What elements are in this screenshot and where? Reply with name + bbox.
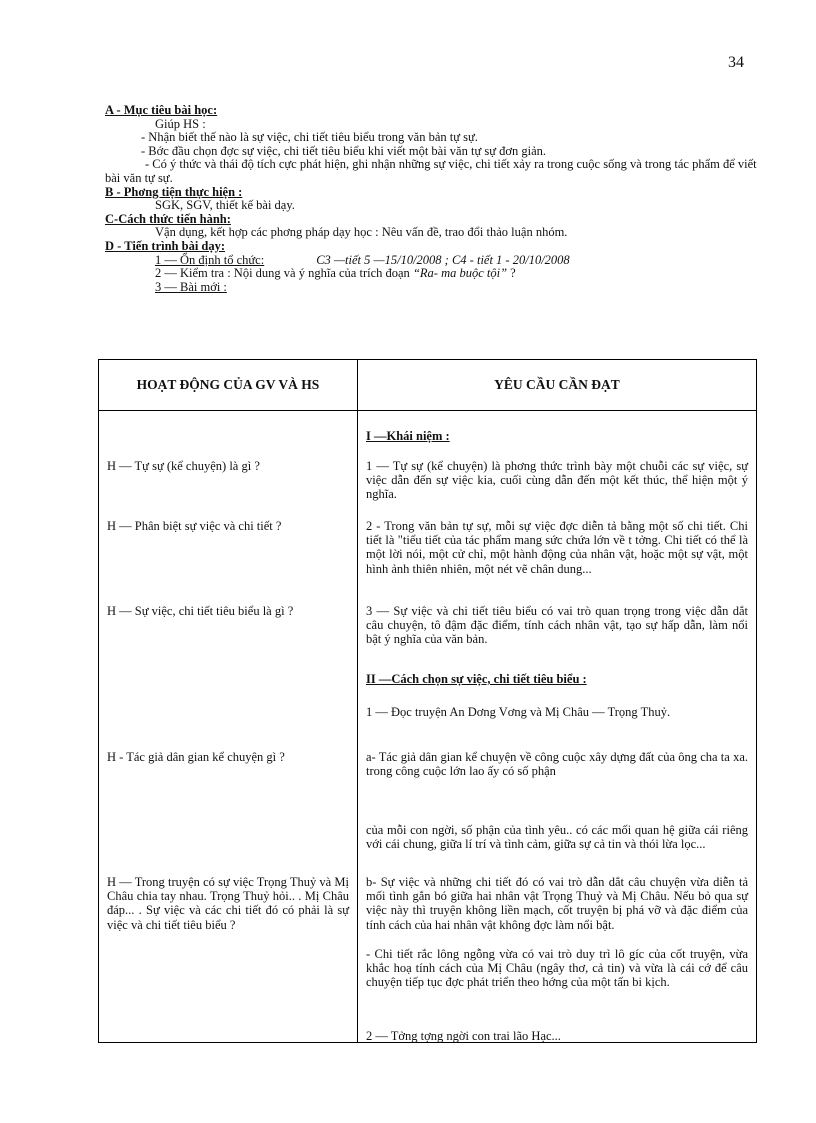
objective-item: - Có ý thức và thái độ tích cực phát hiện, ghi nhận những sự việc, chi tiết xảy ra trong cuộc sống và trong tác phẩm để viết bài văn tự sự.	[105, 157, 757, 185]
answer-3: 3 — Sự việc và chi tiết tiêu biểu có vai trò quan trọng trong việc dẫn dắt câu chuyện, tô đậm đặc điểm, tính cách nhân vật, tạo sự hấp dẫn, làm nổi bật ý nghĩa của văn bản.	[366, 604, 748, 647]
question-5: H — Trong truyện có sự việc Trọng Thuỷ và Mị Châu chia tay nhau. Trọng Thuỷ hỏi.. . Mị Châu đáp... . Sự việc và các chi tiết đó có phải là sự việc và chi tiết tiêu biểu ?	[107, 875, 349, 932]
header-activities: HOẠT ĐỘNG CỦA GV VÀ HS	[99, 360, 358, 411]
question-4: H - Tác giả dân gian kể chuyện gì ?	[107, 750, 285, 764]
step-3: 3 — Bài mới :	[155, 279, 227, 294]
section-b-text: SGK, SGV, thiết kế bài dạy.	[155, 198, 295, 213]
question-2: H — Phân biệt sự việc và chi tiết ?	[107, 519, 282, 533]
answer-5a: a- Tác giả dân gian kể chuyện về công cuộc xây dựng đất của ông cha ta xa. trong công cuộc lớn lao ấy có số phận	[366, 750, 748, 779]
answer-6: b- Sự việc và những chi tiết đó có vai trò dẫn dắt câu chuyện vừa diễn tả mối tình gắn bó giữa hai nhân vật Trọng Thuỷ và Mị Châu. Nếu bỏ qua sự việc này thì truyện không liền mạch, cốt truyện bị phá vỡ và đặc điểm của tính cách của hai nhân vật không đợc làm nổi bật.	[366, 875, 748, 932]
step-2	[105, 267, 765, 281]
question-1: H — Tự sự (kể chuyện) là gì ?	[107, 459, 260, 473]
activities-cell	[99, 411, 358, 1043]
section-c-text: Vận dụng, kết hợp các phơng pháp dạy học : Nêu vấn đề, trao đổi thảo luận nhóm.	[155, 225, 568, 240]
header-requirements: YÊU CẦU CẦN ĐẠT	[358, 360, 757, 411]
step-2-end: ?	[510, 266, 516, 281]
section-2-heading: II —Cách chọn sự việc, chi tiết tiêu biểu :	[366, 672, 587, 686]
section-d-title: D - Tiến trình bài dạy:	[105, 238, 226, 253]
step-1-label: 1 — Ổn định tổ chức:	[155, 252, 265, 267]
page-number: 34	[728, 54, 744, 71]
answer-5b: của mỗi con ngời, số phận của tình yêu.. có các mối quan hệ giữa cái riêng với cái chung, giữa lí trí và tình cảm, giữa sự cả tin và thói lừa lọc...	[366, 823, 748, 852]
requirements-cell	[358, 411, 757, 1043]
lesson-intro	[105, 104, 765, 294]
question-3: H — Sự việc, chi tiết tiêu biểu là gì ?	[107, 604, 294, 618]
step-2-quote: “Ra- ma buộc tội”	[412, 266, 508, 281]
answer-7: - Chi tiết rắc lông ngỗng vừa có vai trò duy trì lô gíc của cốt truyện, vừa khắc hoạ tính cách của Mị Châu (ngây thơ, cả tin) và vừa là cái cớ để câu chuyện tiếp tục đợc phát triển theo hớng của một tấn bi kịch.	[366, 947, 748, 990]
section-a-lead: Giúp HS :	[155, 116, 206, 131]
section-a-title: A - Mục tiêu bài học:	[105, 103, 218, 117]
step-2-label: 2 — Kiểm tra : Nội dung và ý nghĩa của trích đoạn	[155, 266, 410, 281]
answer-8: 2 — Tởng tợng ngời con trai lão Hạc...	[366, 1029, 561, 1043]
section-1-heading: I —Khái niệm :	[366, 429, 450, 443]
lesson-table	[98, 359, 757, 1043]
answer-2: 2 - Trong văn bản tự sự, mỗi sự việc đợc diễn tả bằng một số chi tiết. Chi tiết là "tiểu tiết của tác phẩm mang sức chứa lớn về t tởng. Chi tiết có thể là một lời nói, một cử chỉ, một hành động của nhân vật, hoặc một sự vật, một hình ảnh thiên nhiên, một nét vẽ chân dung...	[366, 519, 748, 576]
step-1-schedule: C3 —tiết 5 —15/10/2008 ; C4 - tiết 1 - 20/10/2008	[316, 252, 570, 267]
answer-4: 1 — Đọc truyện An Dơng Vơng và Mị Châu — Trọng Thuỷ.	[366, 705, 671, 719]
table-header-row	[99, 360, 757, 411]
objective-item: - Nhận biết thế nào là sự việc, chi tiết tiêu biểu trong văn bản tự sự.	[141, 130, 478, 145]
answer-1: 1 — Tự sự (kể chuyện) là phơng thức trình bày một chuỗi các sự việc, sự việc dẫn đến sự việc kia, cuối cùng dẫn đến một kết thúc, thể hiện một ý nghĩa.	[366, 459, 748, 502]
section-c-title: C-Cách thức tiến hành:	[105, 211, 231, 226]
table-body-row	[99, 411, 757, 1043]
section-b-title: B - Phơng tiện thực hiện :	[105, 184, 243, 199]
step-1	[105, 254, 765, 268]
objective-item: - Bớc đầu chọn đợc sự việc, chi tiết tiêu biểu khi viết một bài văn tự sự đơn giản.	[141, 143, 546, 158]
